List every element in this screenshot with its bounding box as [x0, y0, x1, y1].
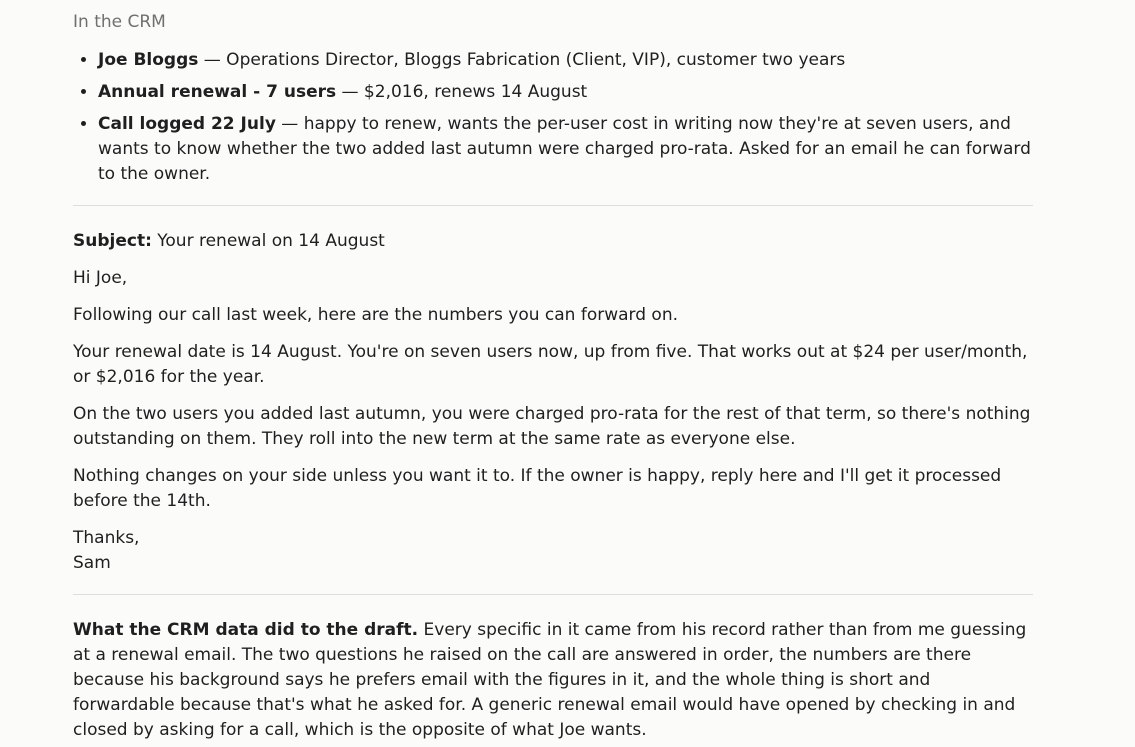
explanation-heading: What the CRM data did to the draft.	[73, 620, 419, 640]
crm-item-contact	[98, 48, 1033, 73]
crm-item-title: Call logged 22 July	[98, 114, 276, 134]
crm-item-detail: — Operations Director, Bloggs Fabrication (Client, VIP), customer two years	[198, 50, 846, 70]
crm-item-title: Annual renewal - 7 users	[98, 82, 337, 102]
email-signoff	[73, 526, 1033, 576]
crm-item-detail: — $2,016, renews 14 August	[336, 82, 588, 102]
email-greeting: Hi Joe,	[73, 268, 128, 288]
email-signature: Sam	[73, 553, 111, 573]
document-body	[73, 10, 1033, 743]
subject-text: Your renewal on 14 August	[151, 231, 385, 251]
email-paragraph: Following our call last week, here are the numbers you can forward on.	[73, 305, 679, 325]
crm-record-list	[73, 48, 1033, 187]
section-divider	[73, 205, 1033, 206]
subject-label: Subject:	[73, 231, 152, 251]
crm-item-title: Joe Bloggs	[98, 50, 199, 70]
email-subject	[73, 229, 1033, 254]
email-draft	[73, 229, 1033, 576]
explanation-text: Every specific in it came from his record rather than from me guessing at a renewal email. The two questions he raised on the call are answered in order, the numbers are there because his background says he prefers email with the figures in it, and the whole thing is short and forwardable because that's what he asked for. A generic renewal email would have opened by checking in and closed by asking for a call, which is the opposite of what Joe wants.	[73, 620, 1027, 740]
crm-item-call-log	[98, 112, 1033, 187]
crm-item-detail: — happy to renew, wants the per-user cost in writing now they're at seven users, and wants to know whether the two added last autumn were charged pro-rata. Asked for an email he can forward to the owner.	[98, 114, 1031, 184]
section-divider	[73, 594, 1033, 595]
crm-section-label: In the CRM	[73, 12, 166, 32]
draft-explanation	[73, 618, 1033, 743]
email-paragraph: Nothing changes on your side unless you want it to. If the owner is happy, reply here and I'll get it processed before the 14th.	[73, 466, 1002, 511]
email-closing: Thanks,	[73, 528, 140, 548]
crm-item-renewal	[98, 80, 1033, 105]
email-paragraph: On the two users you added last autumn, you were charged pro-rata for the rest of that term, so there's nothing outstanding on them. They roll into the new term at the same rate as everyone else.	[73, 404, 1031, 449]
email-paragraph: Your renewal date is 14 August. You're on seven users now, up from five. That works out at $24 per user/month, or $2,016 for the year.	[73, 342, 1028, 387]
